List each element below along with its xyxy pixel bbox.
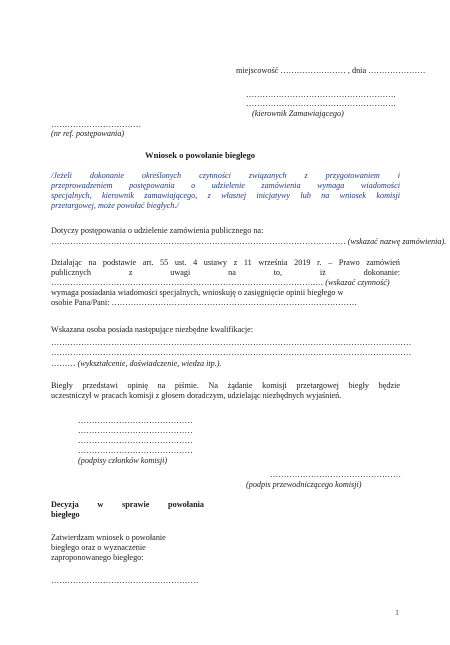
document-title: Wniosek o powołanie biegłego [145, 150, 256, 160]
basis-line-2: publicznych z uwagi na to, iż dokonanie: [51, 268, 400, 277]
reference-label: (nr ref. postępowania) [51, 129, 125, 138]
opinion-line-2: uczestniczył w pracach komisji z głosem doradczym, udzielając niezbędnych wyjaśnień. [51, 391, 342, 400]
committee-label: (podpisy członków komisji) [78, 456, 168, 465]
qualifications-hint: (wykształcenie, doświadczenie, wiedza itp.). [75, 359, 222, 368]
decision-body-line-3: zaproponowanego biegłego: [51, 553, 144, 562]
qualifications-dots-1: …………………………………………………………………………………………………………………… [51, 338, 412, 347]
concerns-dots: ……………………………………………………………………………………………… [51, 237, 346, 246]
qualifications-intro: Wskazana osoba posiada następujące niezbędne kwalifikacje: [51, 325, 254, 334]
place-date-line: miejscowość …………………… , dnia ………………… [236, 66, 426, 75]
concerns-hint: (wskazać nazwę zamówienia). [345, 237, 447, 246]
page-number: 1 [395, 608, 400, 617]
concerns-line: Dotyczy postępowania o udzielenie zamówienia publicznego na: [51, 226, 264, 235]
note-line-2: przeprowadzeniem postępowania o udzielenie zamówienia wymaga wiadomości [51, 181, 400, 190]
basis-hint: (wskazać czynność) [323, 278, 390, 287]
basis-field [51, 278, 390, 289]
note-line-1: /Jeżeli dokonanie określonych czynności związanych z przygotowaniem i [51, 171, 400, 180]
decision-body-line-1: Zatwierdzam wniosek o powołanie [51, 533, 166, 542]
qualifications-dots-3: ……… [51, 359, 76, 368]
decision-title-line-1: Decyzja w sprawie powołania [51, 500, 204, 509]
qualifications-dots-2: …………………………………………………………………………………………………………………… [51, 348, 412, 357]
basis-dots: …………………………………………………………………………………….… [51, 278, 324, 287]
note-line-3: specjalnych, kierownik zamawiającego, z własnej inicjatywy lub na wniosek komisji [51, 191, 400, 200]
committee-dots-4: …………………………………… [78, 446, 193, 455]
basis-line-1: Działając na podstawie art. 55 ust. 4 ustawy z 11 września 2019 r. – Prawo zamówień [51, 258, 400, 267]
opinion-line-1: Biegły przedstawi opinię na piśmie. Na żądanie komisji przetargowej biegły będzie [51, 381, 400, 390]
committee-dots-3: …………………………………… [78, 436, 193, 445]
decision-title-line-2: biegłego [51, 510, 80, 519]
committee-dots-2: …………………………………… [78, 426, 193, 435]
chair-label: (podpis przewodniczącego komisji) [246, 480, 362, 489]
decision-dots: ……………………………………………… [51, 576, 199, 585]
manager-signature-dots-1: ………………………………………………. [246, 90, 396, 99]
chair-dots: ………………………………………… [270, 470, 401, 479]
qualifications-field [51, 359, 222, 370]
manager-signature-dots-2: ………………………………………………. [246, 99, 396, 108]
note-line-4: przetargowej, może powołać biegłych./ [51, 201, 179, 210]
reference-dots: …………………………… [51, 120, 142, 129]
manager-label: (kierownik Zamawiającego) [252, 109, 344, 118]
concerns-field [51, 237, 447, 248]
basis-line-4: wymaga posiadania wiadomości specjalnych, wnioskuję o zasięgnięcie opinii biegłego w [51, 288, 344, 297]
committee-dots-1: …………………………………… [78, 416, 193, 425]
basis-line-5: osobie Pana/Pani: ……………………………………………………………………………… [51, 298, 358, 307]
decision-body-line-2: biegłego oraz o wyznaczenie [51, 543, 146, 552]
